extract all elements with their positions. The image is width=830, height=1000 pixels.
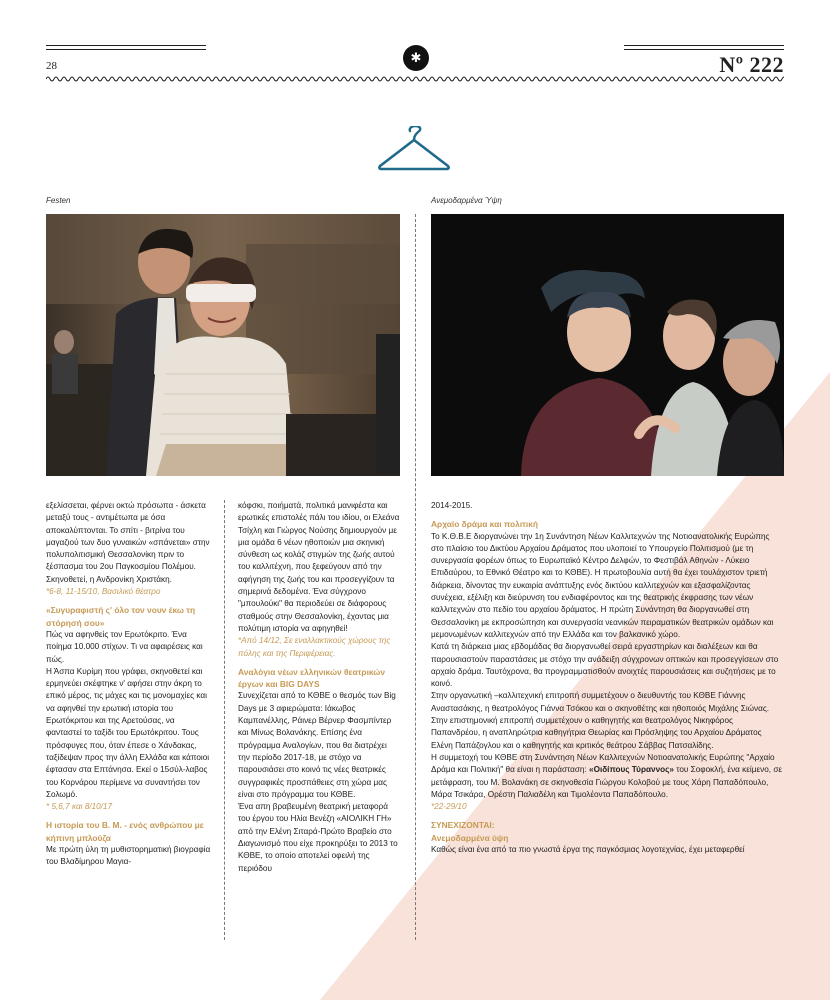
left-photo-caption: Festen <box>46 196 71 205</box>
paragraph <box>431 752 784 801</box>
section-heading: ΣΥΝΕΧΙΖΟΝΤΑΙ: <box>431 820 495 831</box>
paragraph: Με πρώτη ύλη τη μυθιστορηματική βιογραφία του Βλαδίμηρου Μαγια- <box>46 845 211 867</box>
section-heading: Η ιστορία του Β. Μ. - ενός ανθρώπου με κήπινη μπλούζα <box>46 820 204 843</box>
paragraph-text: Η συμμετοχή του ΚΘΒΕ στη Συνάντηση Νέων Καλλιτεχνών Νοτιοανατολικής Ευρώπης "Αρχαίο Δράμα και Πολιτική" θα είναι η παράσταση: <box>431 752 775 775</box>
issue-number: Nº 222 <box>719 52 784 77</box>
article-column-3 <box>431 500 784 856</box>
date-note: *Από 14/12, Σε εναλλακτικούς χώρους της πόλης και της Περιφέρειας. <box>238 636 391 658</box>
article-column-2 <box>238 500 400 875</box>
section-subheading: Ανεμοδαρμένα ύψη <box>431 832 509 843</box>
festen-photo <box>46 214 400 476</box>
date-note: * 5,6,7 και 8/10/17 <box>46 802 113 812</box>
paragraph: κόφσκι, ποιήματά, πολιτικά μανιφέστα και ερωτικές επιστολές πάλι του ιδίου, οι Ελεάνα Τσίχλη και Γιώργος Νούσης δημιουργούν με μια ομάδα 6 νέων ηθοποιών μια σκηνική σύνθεση ως κολάζ στιγμών της ζωής αυτού του καλλιτέχνη, που ξεφεύγουν από την αφήγηση της ζωής του και προσεγγίζουν τα σημερινά δεδομένα. Ένα σύγχρονο "μπουλούκι" θα περιοδεύει σε διάφορους σταθμούς στην Θεσσαλονίκη, έχοντας μια πολύτιμη ιστορία να αφηγηθεί! <box>238 501 400 633</box>
paragraph-text: του Σοφοκλή, ένα κείμενο, σε μετάφραση, του Μ. Βολανάκη σε σκηνοθεσία Γιώργου Κολοβού με τους Χάρη Παπαδόπουλο, Μάρα Τσικάρα, Ορέστη Παλιαδέλη και Τιμολέοντα Παπαδόπουλο. <box>431 765 783 799</box>
paragraph: Το Κ.Θ.Β.Ε διοργανώνει την 1η Συνάντηση Νέων Καλλιτεχνών της Νοτιοανατολικής Ευρώπης στο πλαίσιο του Δικτύου Αρχαίου Δράματος που υλοποιεί το Υπουργείο Πολιτισμού (με τη συνεργασία φορέων όπως το Ευρωπαϊκό Κέντρο Δελφών, το Φεστιβάλ Αθηνών - Λύκειο Επιδαύρου, το Εθνικό Θέατρο και το ΚΘΒΕ). Η πρωτοβουλία αυτή θα έχει τουλάχιστον τριετή διάρκεια, δίνοντας την ευκαιρία ανάπτυξης ενός δικτύου καλλιτεχνών και εξασφαλίζοντας συνέχεια, εξέλιξη και διεύρυνση του ενδιαφέροντος και της θεατρικής έκφρασης των νέων καλλιτεχνών στο πεδίο του αρχαίου δράματος. Η πρώτη Συνάντηση θα διοργανωθεί στη Θεσσαλονίκη με εκπροσώπηση και συνεργασία νεανικών πειραματικών θεατρικών ομάδων και μεμονωμένων καλλιτεχνών από την Ελλάδα και τον βαλκανικό χώρο. <box>431 531 774 639</box>
paragraph: εξελίσσεται, φέρνει οκτώ πρόσωπα - άσκετα μεταξύ τους - αντιμέτωπα με όσα αποκαλύπτονται. Το σπίτι - βιτρίνα του μαγαζιού των δυο γυναικών «σπάνεται» στην πολυπολιτισμική Θεσσαλονίκη πριν το ξέσπασμα του 2ου Παγκοσμίου Πολέμου. Σκηνοθετεί, η Ανδρονίκη Χριστάκη. <box>46 501 210 584</box>
hanger-icon <box>378 126 450 172</box>
section-heading: Αρχαίο δράμα και πολιτική <box>431 519 538 530</box>
date-note: *6-8, 11-15/10, Βασιλικό θέατρο <box>46 587 161 597</box>
paragraph: Συνεχίζεται από το ΚΘΒΕ ο θεσμός των Big Days με 3 αφιερώματα: Ιάκωβος Καμπανέλλης, Ράινερ Βέρνερ Φασμπίντερ και Μίνως Βολανάκης. Επίσης ένα πρόγραμμα Αναλογίων, που θα διατρέχει την περίοδο 2017-18, με στόχο να παρουσιάσει στο κοινό τις νέες θεατρικές συγγραφικές προσπάθειες στη χώρα μας είναι στο πρόγραμμα του ΚΘΒΕ. <box>238 691 396 799</box>
paragraph: Στην οργανωτική –καλλιτεχνική επιτροπή συμμετέχουν ο διευθυντής του ΚΘΒΕ Γιάννης Αναστασάκης, η θεατρολόγος Γιάννα Τσόκου και ο σκηνοθέτης και ηθοποιός Μιχάλης Σιώνας. Στην επιστημονική επιτροπή συμμετέχουν ο καθηγητής και θεατρολόγος Νικηφόρος Παπανδρέου, η αναπληρώτρια καθηγήτρια Θεωρίας και Πρόσληψης του Αρχαίου Δράματος Ελένη Παπάζογλου και ο καθηγητής και κριτικός θεάτρου Σάββας Πατσαλίδης. <box>431 691 770 750</box>
date-note: *22-29/10 <box>431 802 467 812</box>
paragraph: 2014-2015. <box>431 501 473 510</box>
header-rule-left-2 <box>46 49 206 50</box>
article-column-1 <box>46 500 211 869</box>
column-divider-1 <box>224 500 225 940</box>
paragraph: Πώς να αφηνθείς τον Ερωτόκριτο. Ένα ποίημα 10.000 στίχων. Τι να αφαιρέσεις και πώς. <box>46 629 203 664</box>
right-photo-caption: Ανεμοδαρμένα Ύψη <box>431 196 502 205</box>
section-heading: Αναλόγια νέων ελληνικών θεατρικών έργων και BIG DAYS <box>238 666 386 690</box>
page-number: 28 <box>46 60 57 72</box>
asterisk-icon: ✱ <box>403 45 429 71</box>
paragraph: Η Άσπα Κυρίμη που γράφει, σκηνοθετεί και ερμηνεύει σκέφτηκε ν' αφήσει στην άκρη το επικό μέρος, τις μάχες και τις μονομαχίες και να αφηνθεί την ερωτική ιστορία του Ερωτόκριτου και της Αρετούσας, να φανταστεί το ταξίδι του Ερωτόκριτου. Τους πρόσφυγες που, όταν έπεσε ο Χάνδακας, ταξίδεψαν προς την άλλη Ελλάδα και κάποιοι έφτασαν στα Επτάνησα. Εκεί ο 15σύλ-λαβος του Κορνάρου περίμενε να συναντήσει τον Σολωμό. <box>46 666 210 799</box>
header-rule-left <box>46 45 206 46</box>
column-divider-2 <box>415 214 416 940</box>
header-rule-right <box>624 45 784 46</box>
wavy-divider <box>46 74 784 84</box>
wuthering-heights-photo <box>431 214 784 476</box>
section-heading: «Συγυραφιστή ς' όλο τον νουν έκω τη στόρησή σου» <box>46 605 196 628</box>
paragraph: Ένα απη βραβευμένη θεατρική μεταφορά του έργου του Ηλία Βενέζη «ΑΙΟΛΙΚΗ ΓΗ» από την Ελένη Σιταρά-Πρώτο Βραβείο στο Διαγωνισμό που είχε προκηρύξει το 2013 το ΚΘΒΕ, το οποίο αποτελεί οφειλή της περιόδου <box>238 802 398 873</box>
paragraph: Καθώς είναι ένα από τα πιο γνωστά έργα της παγκόσμιας λογοτεχνίας, έχει μεταφερθεί <box>431 845 745 855</box>
header-rule-right-2 <box>624 49 784 50</box>
play-title: «Οιδίπους Τύραννος» <box>589 765 674 775</box>
paragraph: Κατά τη διάρκεια μιας εβδομάδας θα διοργανωθεί σειρά εργαστηρίων και διαλέξεων και θα παρουσιαστούν παραστάσεις με στόχο την ανάδειξη σύγχρονων οπτικών και προσεγγίσεων στο αρχαίο δράμα. Ταυτόχρονα, θα προγραμματισθούν ανοιχτές παρουσιάσεις και συζητήσεις με το κοινό. <box>431 642 779 689</box>
